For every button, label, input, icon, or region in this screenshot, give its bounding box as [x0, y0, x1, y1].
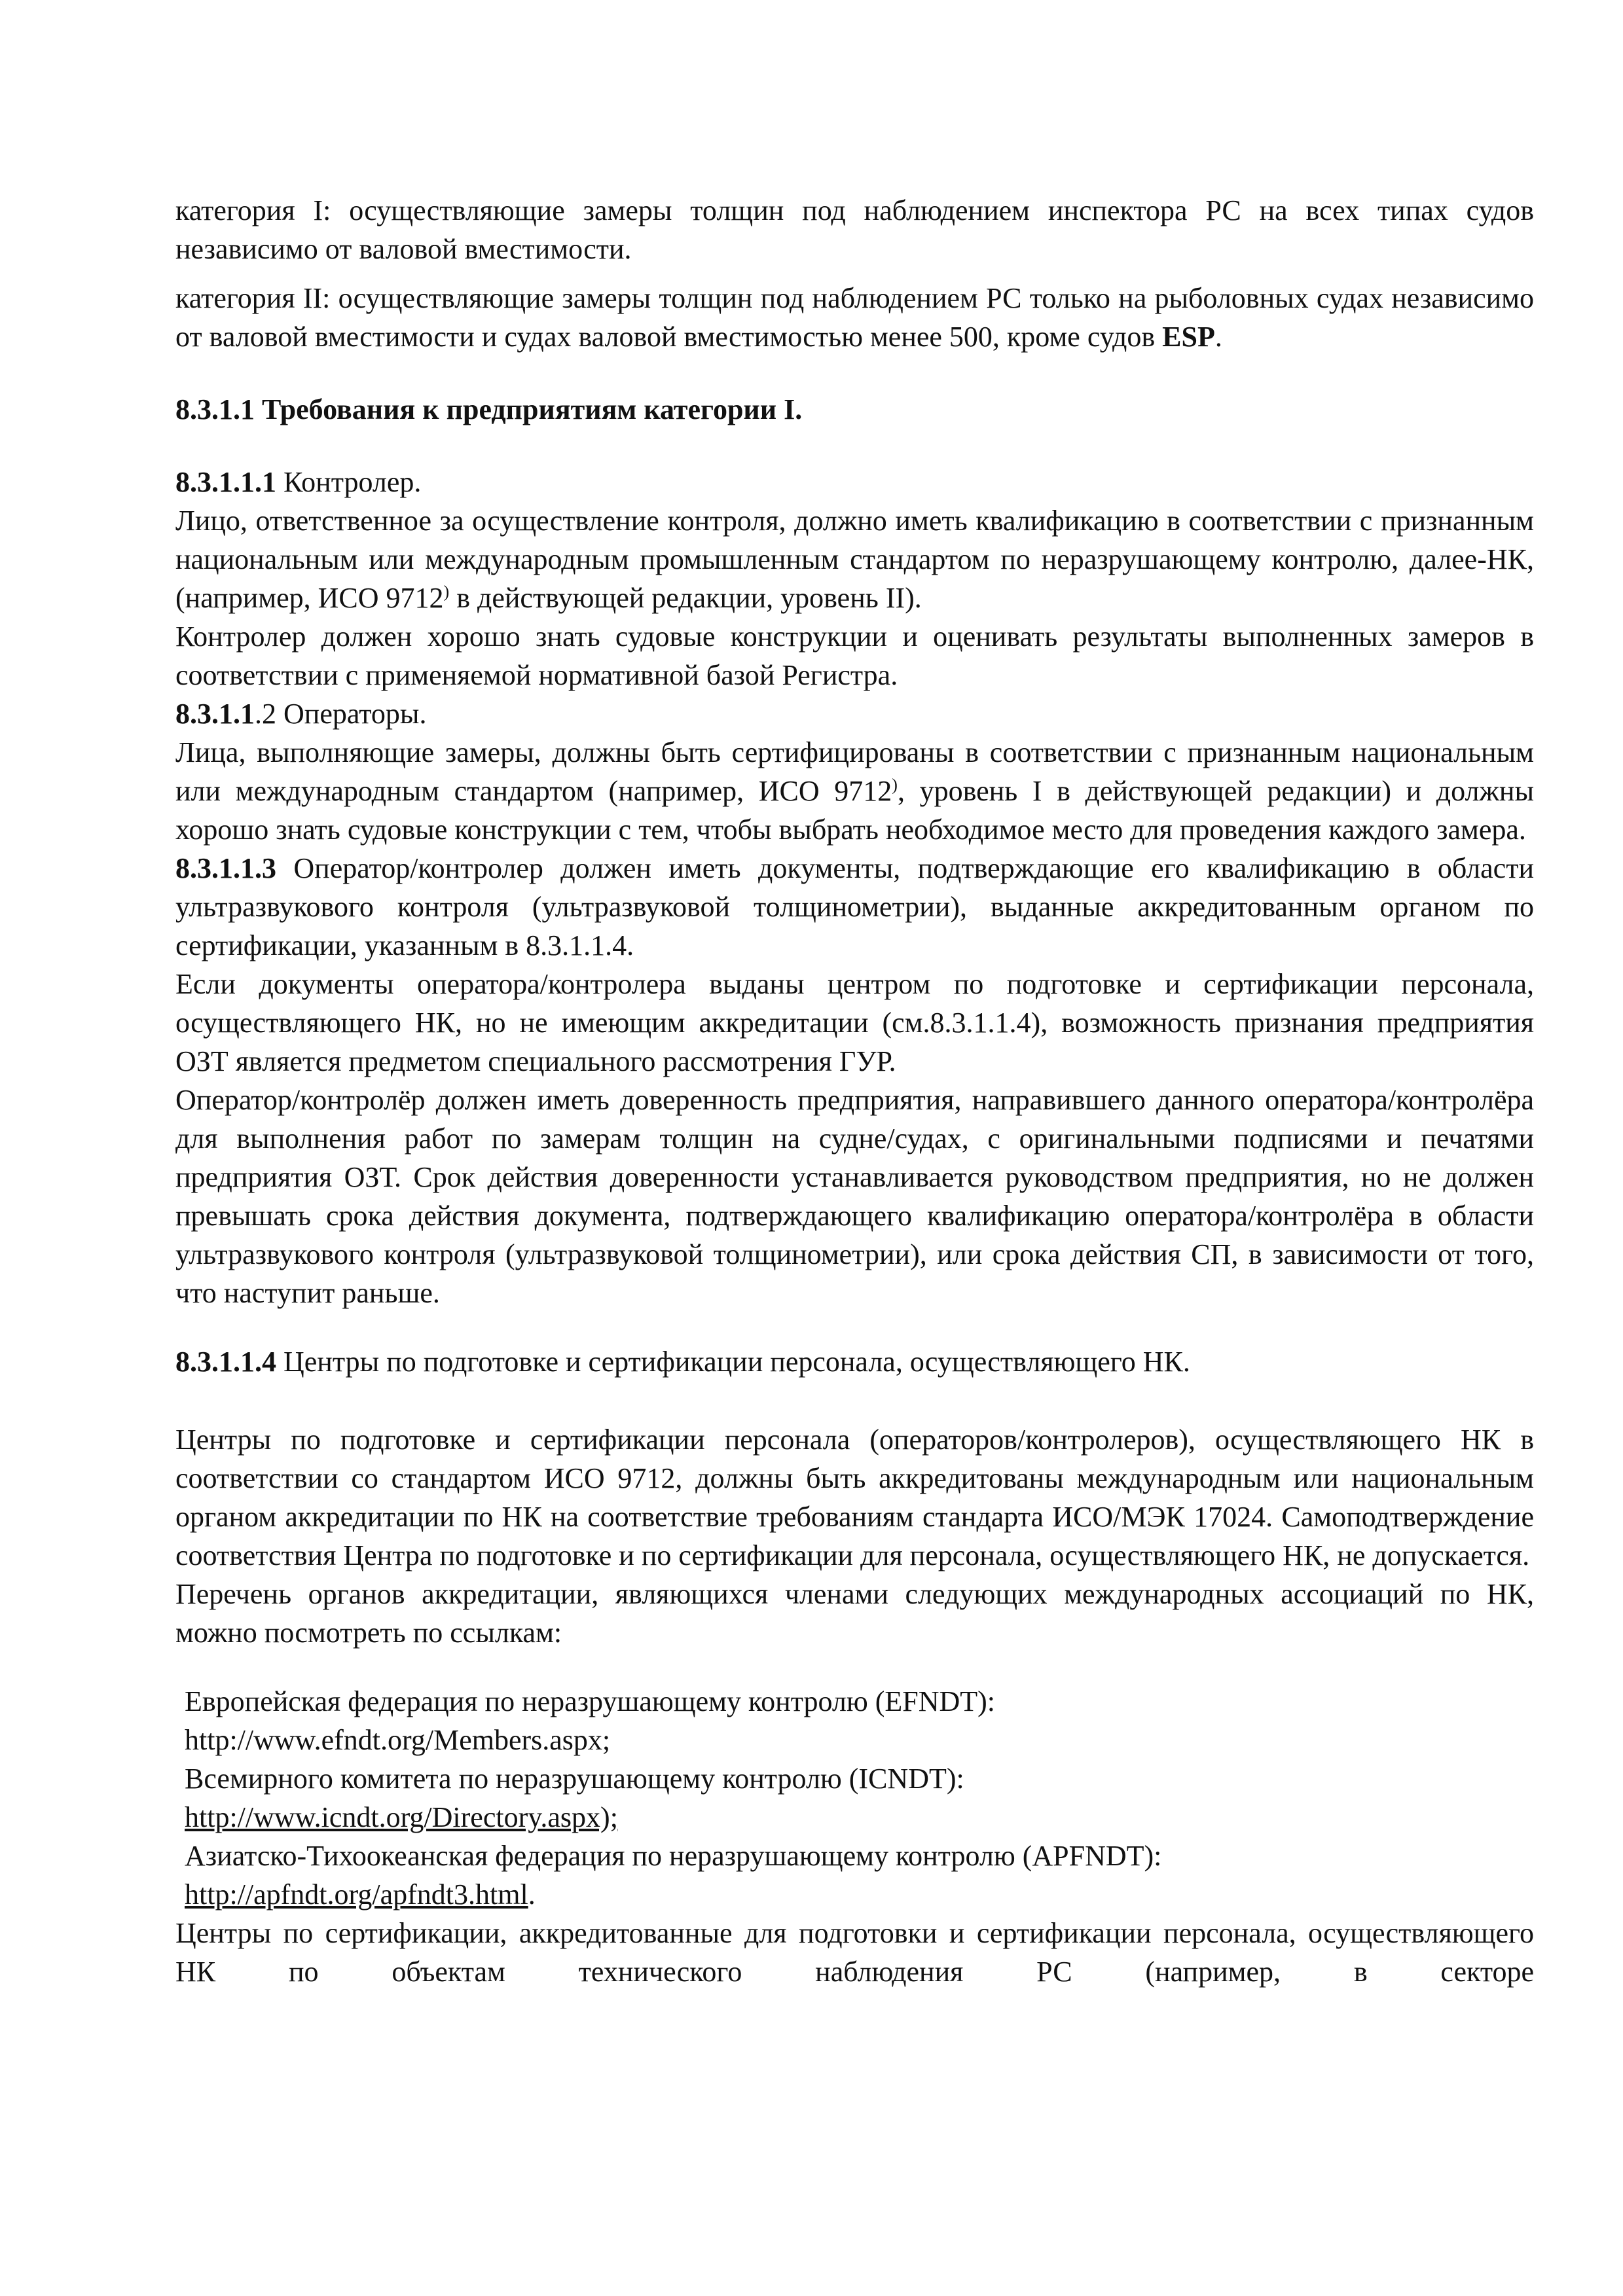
paragraph-operators: [175, 733, 1534, 849]
subsection-8-3-1-1-2: [175, 694, 1534, 733]
heading-text: 8.3.1.1 Требования к предприятиям категории I.: [175, 393, 803, 425]
paragraph-controller-qualification: [175, 501, 1534, 617]
subsection-text: Оператор/контролер должен иметь документы, подтверждающие его квалификацию в области ультразвукового контроля (ультразвуковой толщинометрии), выданные аккредитованным органом по сертификации, указанным в 8.3.1.1.4.: [175, 852, 1534, 961]
link-apfndt[interactable]: [185, 1875, 1534, 1914]
esp-bold: ESP: [1162, 321, 1215, 353]
link-url[interactable]: http://www.efndt.org/Members.aspx;: [185, 1724, 611, 1756]
subsection-8-3-1-1-4: [175, 1342, 1534, 1381]
subsection-number: 8: [175, 1346, 190, 1378]
text-part: в действующей редакции, уровень II).: [449, 582, 922, 614]
footnote-mark: ): [892, 775, 898, 795]
paragraph-training-centers: Центры по подготовке и сертификации персонала (операторов/контролеров), осуществляющего НК в соответствии со стандартом ИСО 9712, должны быть аккредитованы международным или национальным органом аккредитации по НК на соответствие требованиям стандарта ИСО/МЭК 17024. Самоподтверждение соответствия Центра по подготовке и по сертификации для персонала, осуществляющего НК, не допускается.: [175, 1424, 1534, 1571]
subsection-title: Операторы.: [276, 698, 427, 730]
section-heading-8-3-1-1: [175, 390, 1534, 429]
document-page: [175, 191, 1534, 1991]
paragraph-power-of-attorney: Оператор/контролёр должен иметь доверенность предприятия, направившего данного оператора/контролёра для выполнения работ по замерам толщин на судне/судах, с оригинальными подписями и печатями предприятия ОЗТ. Срок действия доверенности устанавливается руководством предприятия, но не должен превышать срока действия документа, подтверждающего квалификацию оператора/контролёра в области ультразвукового контроля (ультразвуковой толщинометрии), или срока действия СП, в зависимости от того, что наступит раньше.: [175, 1084, 1534, 1309]
subsection-8-3-1-1-1: [175, 463, 1534, 501]
subsection-number-suffix: .2: [255, 698, 276, 730]
subsection-number-rest: .3.1.1.4: [190, 1346, 276, 1378]
paragraph-accreditation-list-intro: Перечень органов аккредитации, являющихся членами следующих международных ассоциаций по НК, можно посмотреть по ссылкам:: [175, 1578, 1534, 1649]
subsection-number: 8.3.1.1: [175, 698, 255, 730]
link-url[interactable]: http://www.icndt.org/Directory.aspx);: [185, 1801, 618, 1833]
paragraph-category-1: категория I: осуществляющие замеры толщин под наблюдением инспектора РС на всех типах судов независимо от валовой вместимости.: [175, 194, 1534, 265]
accreditation-links-list: [185, 1682, 1534, 1914]
subsection-title: Контролер.: [276, 466, 422, 498]
text-part: Лицо, ответственное за осуществление контроля, должно иметь квалификацию в соответствии с признанным национальным или международным промышленным стандартом по неразрушающему контролю, далее-НК, (например, ИСО 9712: [175, 505, 1534, 614]
paragraph-documents-issued: Если документы оператора/контролера выданы центром по подготовке и сертификации персонала, осуществляющего НК, но не имеющим аккредитации (см.8.3.1.1.4), возможность признания предприятия ОЗТ является предметом специального рассмотрения ГУР.: [175, 968, 1534, 1077]
subsection-8-3-1-1-3: [175, 849, 1534, 965]
link-icndt[interactable]: [185, 1798, 1534, 1837]
link-suffix: .: [528, 1878, 536, 1910]
category-2-end: .: [1214, 321, 1222, 353]
subsection-number: 8.3.1.1.3: [175, 852, 276, 884]
subsection-number: 8.3.1.1.1: [175, 466, 276, 498]
category-2-text: категория II: осуществляющие замеры толщин под наблюдением РС только на рыболовных судах независимо от валовой вместимости и судах валовой вместимостью менее 500, кроме судов: [175, 282, 1534, 353]
link-efndt[interactable]: [185, 1721, 1534, 1759]
link-url[interactable]: http://apfndt.org/apfndt3.html: [185, 1878, 528, 1910]
link-label-efndt: Европейская федерация по неразрушающему контролю (EFNDT):: [185, 1685, 996, 1717]
text-part: , уровень I в действующей редакции) и должны хорошо знать судовые конструкции с тем, чтобы выбрать необходимое место для проведения каждого замера.: [175, 775, 1535, 846]
footnote-mark: ): [443, 582, 450, 601]
link-label-apfndt: Азиатско-Тихоокеанская федерация по неразрушающему контролю (APFNDT):: [185, 1840, 1162, 1872]
paragraph-controller-knowledge: Контролер должен хорошо знать судовые конструкции и оценивать результаты выполненных замеров в соответствии с применяемой нормативной базой Регистра.: [175, 620, 1534, 691]
subsection-title: Центры по подготовке и сертификации персонала, осуществляющего НК.: [276, 1346, 1190, 1378]
paragraph-category-2: [175, 279, 1534, 356]
text-part: Лица, выполняющие замеры, должны быть сертифицированы в соответствии с признанным национальным или международным стандартом (например, ИСО 9712: [175, 736, 1534, 807]
paragraph-certification-centers: Центры по сертификации, аккредитованные для подготовки и сертификации персонала, осуществляющего НК по объектам технического наблюдения РС (например, в секторе: [175, 1917, 1534, 1988]
link-label-icndt: Всемирного комитета по неразрушающему контролю (ICNDT):: [185, 1763, 964, 1795]
